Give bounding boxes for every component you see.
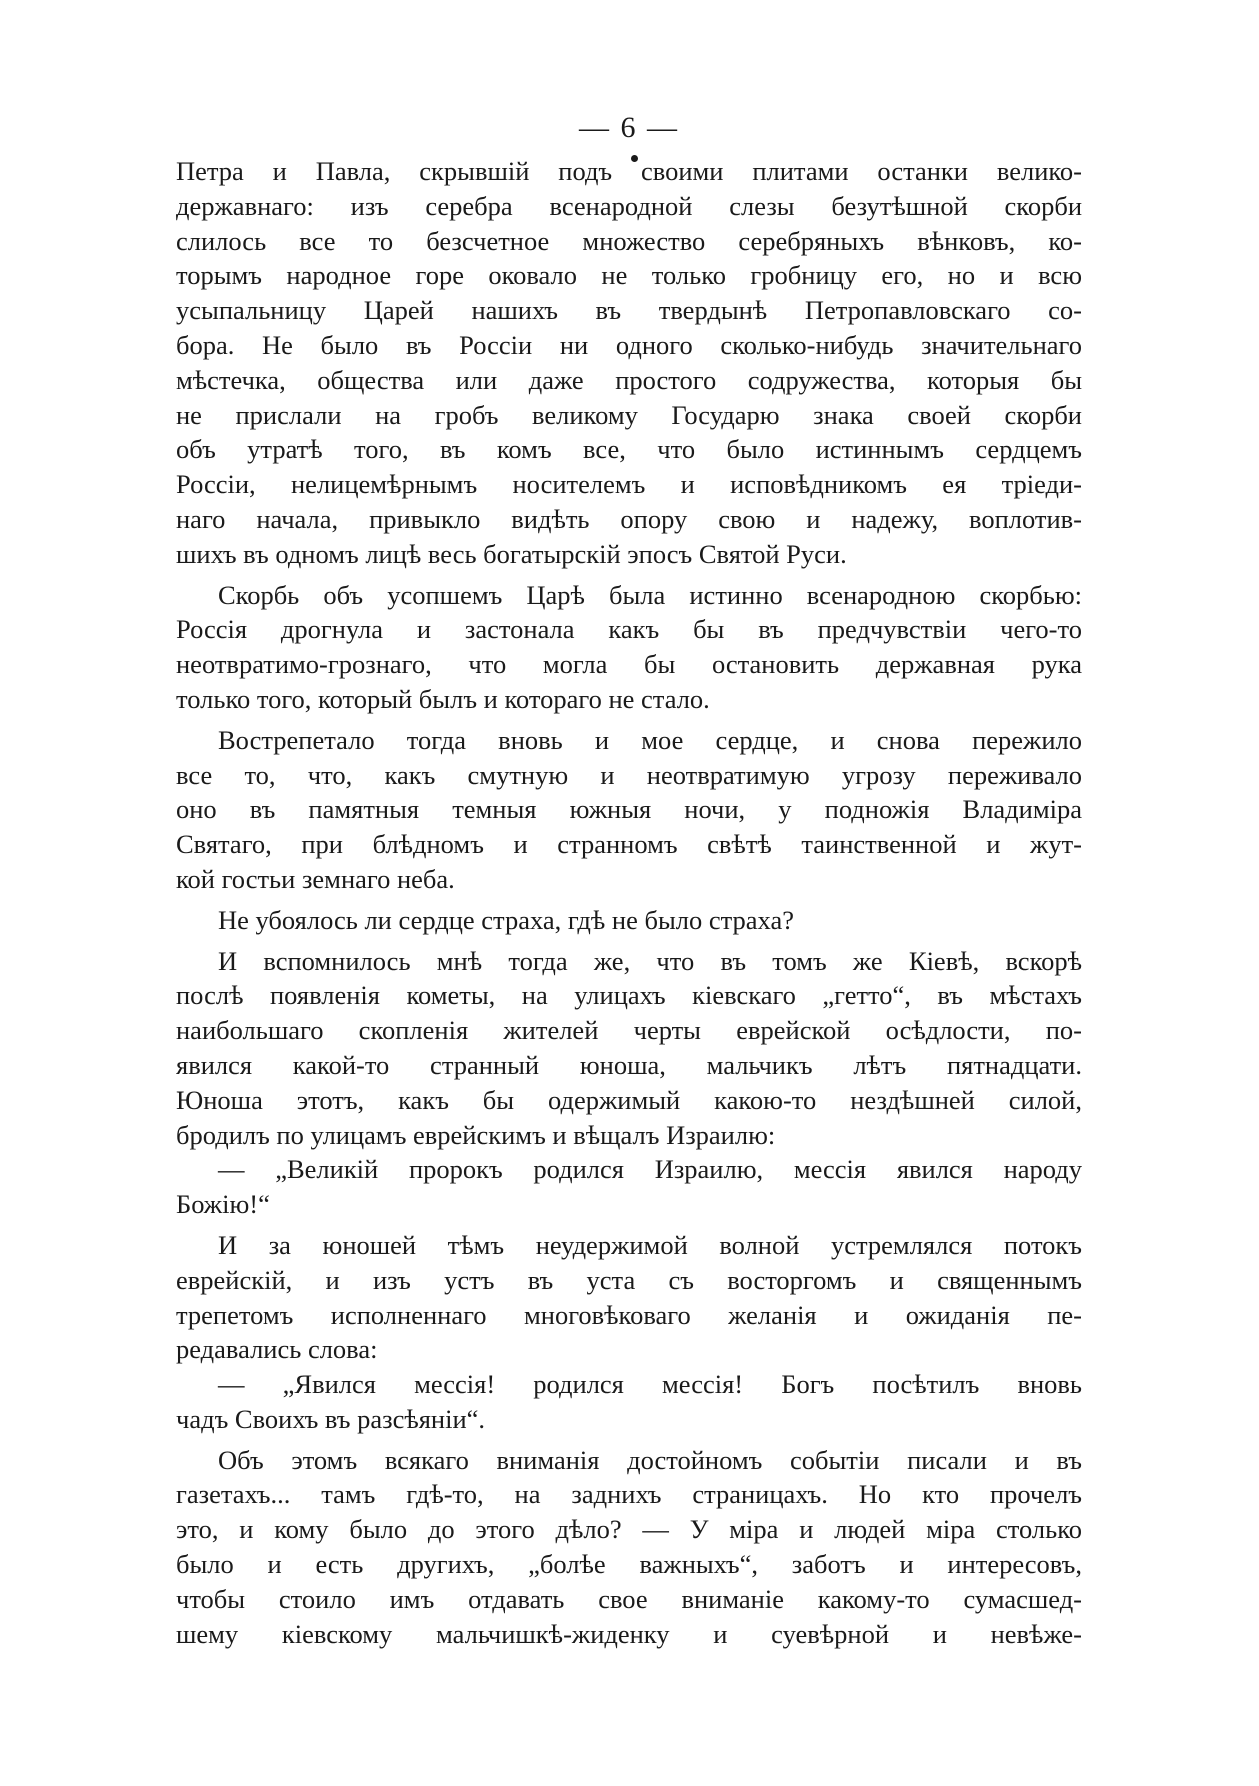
text-line: Скорбь объ усопшемъ Царѣ была истинно всенародною скорбью: [218,579,1082,610]
text-line: оно въ памятныя темныя южныя ночи, у подножія Владиміра [176,794,1082,825]
text-line: все то, что, какъ смутную и неотвратимую угрозу переживало [176,759,1082,790]
text-line: Не убоялось ли сердце страха, гдѣ не было страха? [218,904,794,935]
text-line: трепетомъ исполненнаго многовѣковаго желанія и ожиданія пе- [176,1299,1082,1330]
text-line: Объ этомъ всякаго вниманія достойномъ событіи писали и въ [218,1444,1082,1475]
text-line: — „Великій пророкъ родился Израилю, мессія явился народу [218,1154,1082,1185]
page-number: — 6 — [579,111,679,144]
text-line: чтобы стоило имъ отдавать свое вниманіе какому-то сумасшед- [176,1583,1082,1614]
text-line: шему кіевскому мальчишкѣ-жиденку и суевѣрной и невѣже- [176,1618,1082,1649]
text-line: не прислали на гробъ великому Государю знака своей скорби [176,399,1082,430]
text-line: Юноша этотъ, какъ бы одержимый какою-то нездѣшней силой, [176,1084,1082,1115]
text-line: бора. Не было въ Россіи ни одного сколько-нибудь значительнаго [176,329,1082,360]
text-line: только того, который былъ и котораго не стало. [176,683,710,714]
text-line: неотвратимо-грознаго, что могла бы остановить державная рука [176,649,1082,680]
text-line: послѣ появленія кометы, на улицахъ кіевскаго „гетто“, въ мѣстахъ [176,980,1082,1011]
body-text [176,154,1082,1651]
text-line: Петра и Павла, скрывшій подъ своими плитами останки велико- [176,156,1082,186]
text-line: кой гостьи земнаго неба. [176,863,455,894]
text-line: газетахъ... тамъ гдѣ-то, на заднихъ страницахъ. Но кто прочелъ [176,1479,1082,1510]
text-line: Божію!“ [176,1189,270,1220]
text-line: редавались слова: [176,1334,378,1365]
text-line: объ утратѣ того, въ комъ все, что было истиннымъ сердцемъ [176,434,1082,465]
text-line: мѣстечка, общества или даже простого содружества, которыя бы [176,364,1082,395]
text-line: шихъ въ одномъ лицѣ весь богатырскій эпосъ Святой Руси. [176,538,847,569]
text-line: Россія дрогнула и застонала какъ бы въ предчувствіи чего-то [176,614,1082,645]
text-line: Россіи, нелицемѣрнымъ носителемъ и исповѣдникомъ ея тріеди- [176,469,1082,500]
text-line: это, и кому было до этого дѣло? — У міра и людей міра столько [176,1514,1082,1545]
text-line: Вострепетало тогда вновь и мое сердце, и снова пережило [218,724,1082,755]
text-line: слилось все то безсчетное множество серебряныхъ вѣнковъ, ко- [176,225,1082,256]
text-line: И вспомнилось мнѣ тогда же, что въ томъ же Кіевѣ, вскорѣ [218,945,1082,976]
text-line: чадъ Своихъ въ разсѣяніи“. [176,1403,486,1434]
text-line: И за юношей тѣмъ неудержимой волной устремлялся потокъ [218,1229,1082,1260]
book-page [176,110,1082,1651]
text-line: было и есть другихъ, „болѣе важныхъ“, заботъ и интересовъ, [176,1549,1082,1580]
text-line: усыпальницу Царей нашихъ въ твердынѣ Петропавловскаго со- [176,295,1082,326]
text-line: наго начала, привыкло видѣть опору свою и надежу, воплотив- [176,503,1082,534]
text-line: явился какой-то странный юноша, мальчикъ лѣтъ пятнадцати. [176,1049,1082,1080]
text-line: бродилъ по улицамъ еврейскимъ и вѣщалъ Израилю: [176,1119,776,1150]
text-line: Святаго, при блѣдномъ и странномъ свѣтѣ таинственной и жут- [176,829,1082,860]
text-line: — „Явился мессія! родился мессія! Богъ посѣтилъ вновь [218,1369,1082,1400]
text-line: еврейскій, и изъ устъ въ уста съ восторгомъ и священнымъ [176,1264,1082,1295]
text-line: торымъ народное горе оковало не только гробницу его, но и всю [176,260,1082,291]
text-line: наибольшаго скопленія жителей черты еврейской осѣдлости, по- [176,1015,1082,1046]
text-line: державнаго: изъ серебра всенародной слезы безутѣшной скорби [176,190,1082,221]
